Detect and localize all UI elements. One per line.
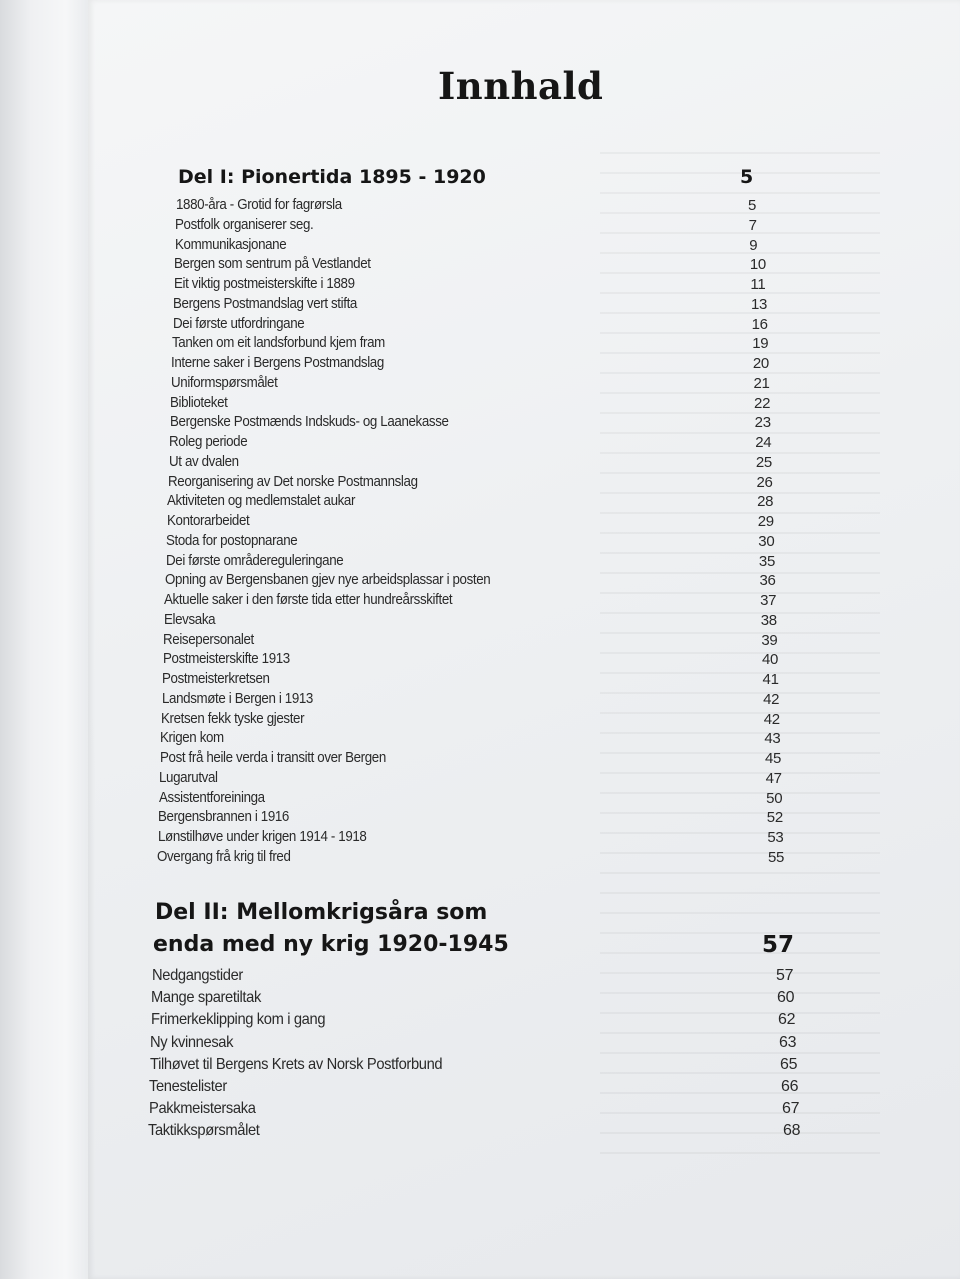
toc-entry-title: Nedgangstider	[152, 967, 243, 984]
toc-entry-page: 52	[766, 809, 783, 827]
toc-entry-title: Pakkmeistersaka	[148, 1100, 256, 1118]
toc-entry-title: Kommunikasjonane	[174, 236, 287, 253]
toc-entry-title: Bergenske Postmænds Indskuds- og Laanekasse	[169, 414, 449, 431]
toc-entry-title: Lønstilhøve under krigen 1914 - 1918	[157, 829, 367, 845]
toc-entry-title: Overgang frå krig til fred	[157, 848, 291, 865]
toc-entry-page: 60	[777, 989, 795, 1007]
toc-entry-title: Tenestelister	[149, 1078, 227, 1095]
toc-entry-title: Stoda for postopnarane	[166, 532, 298, 549]
toc-entry-page: 36	[759, 572, 776, 590]
toc-entry-page: 13	[751, 295, 768, 313]
toc-entry-title: Taktikkspørsmålet	[148, 1122, 260, 1140]
toc-entry-page: 67	[782, 1100, 800, 1118]
toc-entry-page: 43	[764, 730, 781, 748]
toc-entry-title: Bergen som sentrum på Vestlandet	[174, 256, 371, 273]
toc-entry-page: 29	[757, 513, 774, 530]
toc-entry-page: 41	[762, 671, 779, 688]
toc-entry-page: 19	[752, 335, 769, 353]
toc-entry-title: Landsmøte i Bergen i 1913	[161, 690, 313, 707]
toc-entry-page: 57	[776, 967, 794, 984]
toc-entry-title: Postfolk organiserer seg.	[175, 216, 314, 233]
toc-entry-title: Assistentforeininga	[158, 789, 265, 806]
toc-entry-title: Lugarutval	[159, 769, 218, 786]
toc-entry-title: Krigen kom	[160, 730, 225, 747]
page-title: Innhald	[438, 64, 604, 108]
toc-entry-page: 53	[767, 829, 784, 846]
toc-entry-page: 63	[779, 1033, 797, 1051]
toc-entry-page: 68	[783, 1122, 801, 1140]
section-heading: Del II: Mellomkrigsåra som	[155, 900, 488, 925]
toc-entry-page: 37	[760, 592, 777, 609]
toc-entry-title: Elevsaka	[163, 611, 216, 628]
toc-entry-page: 22	[754, 394, 771, 412]
toc-entry-page: 66	[781, 1078, 799, 1095]
toc-entry-page: 65	[780, 1055, 798, 1073]
toc-entry-page: 16	[751, 315, 768, 333]
toc-entry-page: 28	[757, 493, 774, 511]
toc-entry-title: Biblioteket	[170, 394, 228, 411]
toc-entry-title: Ut av dvalen	[168, 453, 239, 470]
toc-entry-title: Roleg periode	[169, 434, 248, 450]
toc-entry-title: Tanken om eit landsforbund kjem fram	[171, 335, 385, 352]
toc-entry-title: Reorganisering av Det norske Postmannslag	[167, 473, 418, 490]
section-heading: Del I: Pionertida 1895 - 1920	[178, 166, 486, 188]
toc-entry-page: 35	[758, 552, 775, 570]
toc-entry-page: 38	[760, 611, 777, 629]
toc-entry-title: Dei første områdereguleringane	[165, 552, 343, 569]
toc-entry-page: 9	[749, 236, 758, 254]
toc-entry-page: 23	[754, 414, 771, 432]
toc-entry-title: 1880-åra - Grotid for fagrørsla	[176, 197, 342, 213]
toc-entry-page: 62	[778, 1011, 796, 1029]
toc-entry-title: Opning av Bergensbanen gjev nye arbeidsplassar i posten	[165, 572, 491, 589]
toc-entry-title: Interne saker i Bergens Postmandslag	[171, 355, 385, 371]
toc-entry-page: 50	[766, 789, 783, 807]
toc-entry-title: Aktiviteten og medlemstalet aukar	[167, 493, 356, 510]
toc-entry-page: 40	[761, 651, 779, 669]
toc-entry-page: 5	[748, 197, 757, 214]
toc-entry-title: Post frå heile verda i transitt over Bergen	[159, 750, 386, 766]
section-page-number: 57	[762, 932, 795, 958]
section-page-number: 5	[740, 166, 754, 188]
toc-entry-title: Postmeisterkretsen	[162, 671, 270, 687]
toc-entry-title: Bergens Postmandslag vert stifta	[173, 295, 358, 312]
toc-entry-page: 7	[748, 216, 757, 234]
toc-entry-page: 45	[764, 750, 782, 767]
toc-entry-title: Postmeisterskifte 1913	[162, 651, 290, 668]
toc-entry-page: 42	[763, 690, 780, 708]
toc-entry-title: Kontorarbeidet	[166, 513, 250, 529]
toc-entry-page: 47	[765, 769, 782, 787]
toc-entry-page: 25	[755, 453, 772, 471]
toc-entry-title: Eit viktig postmeisterskifte i 1889	[173, 276, 355, 292]
toc-entry-title: Tilhøvet til Bergens Krets av Norsk Postforbund	[149, 1055, 442, 1073]
toc-entry-page: 42	[763, 710, 780, 728]
toc-entry-title: Uniformspørsmålet	[170, 374, 278, 391]
section-heading: enda med ny krig 1920-1945	[153, 932, 509, 957]
toc-entry-page: 30	[758, 532, 775, 550]
toc-entry-page: 20	[752, 355, 769, 372]
toc-entry-page: 39	[761, 631, 778, 649]
toc-entry-page: 11	[750, 276, 766, 293]
toc-entry-title: Mange sparetiltak	[151, 989, 262, 1007]
toc-entry-title: Ny kvinnesak	[150, 1033, 234, 1051]
toc-entry-page: 10	[749, 256, 766, 274]
toc-entry-title: Kretsen fekk tyske gjester	[161, 710, 305, 727]
toc-entry-page: 26	[756, 473, 773, 491]
toc-entry-title: Dei første utfordringane	[172, 315, 304, 332]
toc-entry-page: 24	[755, 434, 772, 451]
toc-entry-title: Frimerkeklipping kom i gang	[150, 1011, 325, 1029]
toc-entry-title: Reisepersonalet	[163, 631, 255, 648]
toc-entry-page: 21	[753, 374, 770, 392]
toc-entry-title: Bergensbrannen i 1916	[158, 809, 290, 826]
toc-entry-page: 55	[768, 848, 785, 866]
toc-entry-title: Aktuelle saker i den første tida etter hundreårsskiftet	[164, 592, 453, 608]
